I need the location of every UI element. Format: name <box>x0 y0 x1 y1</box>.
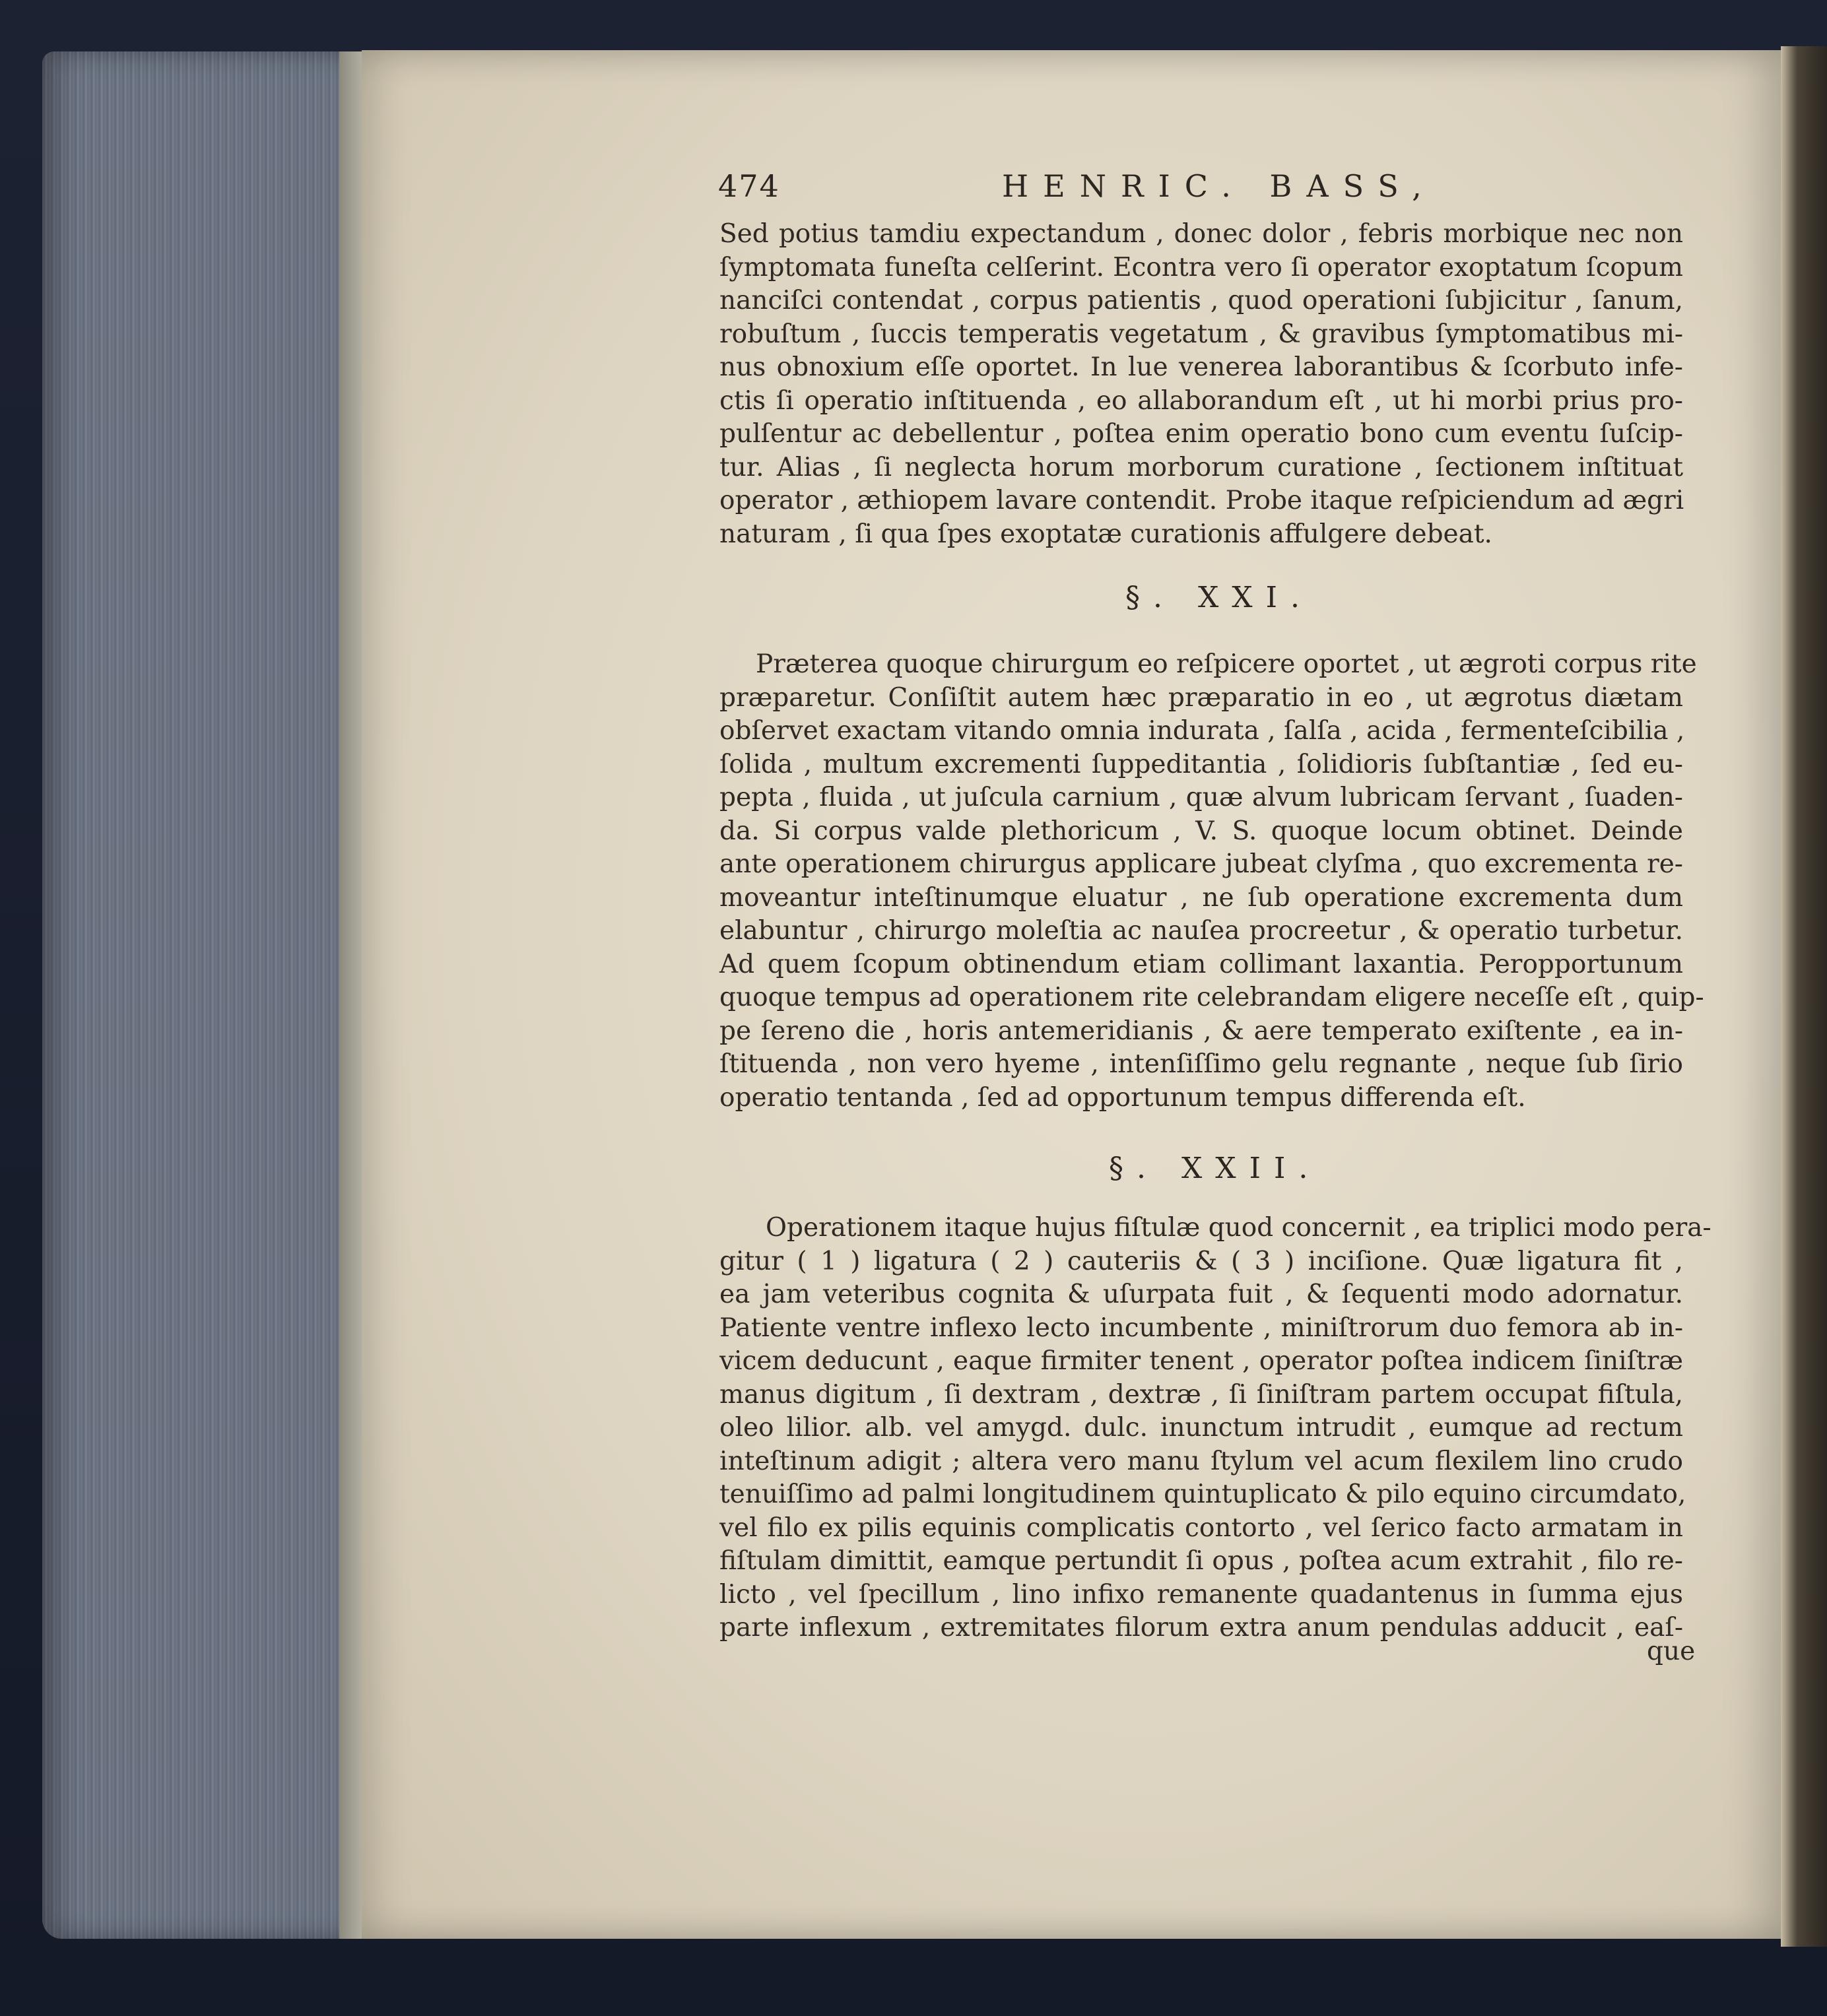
text-line: parte inflexum , extremitates filorum extra anum pendulas adducit , eaſ- <box>719 1613 1683 1642</box>
text-line: pe ſereno die , horis antemeridianis , & aere temperato exiſtente , ea in- <box>719 1016 1683 1046</box>
text-line: inteſtinum adigit ; altera vero manu ſtylum vel acum flexilem lino crudo <box>719 1446 1683 1476</box>
text-line: gitur ( 1 ) ligatura ( 2 ) cauteriis & ( 3 ) inciſione. Quæ ligatura fit , <box>719 1246 1683 1276</box>
text-line: operatio tentanda , ſed ad opportunum tempus differenda eſt. <box>719 1082 1526 1113</box>
text-line: Patiente ventre inflexo lecto incumbente , miniſtrorum duo femora ab in- <box>719 1313 1683 1343</box>
text-line: vicem deducunt , eaque firmiter tenent , operator poſtea indicem ſiniſtræ <box>719 1346 1683 1376</box>
text-line: Ad quem ſcopum obtinendum etiam collimant laxantia. Peropportunum <box>719 949 1683 979</box>
text-line: naturam , ſi qua ſpes exoptatæ curationis affulgere debeat. <box>719 519 1492 549</box>
book-binding <box>1781 46 1827 1947</box>
text-line: tur. Alias , ſi neglecta horum morborum curatione , ſectionem inſtituat <box>719 452 1683 482</box>
text-line: nus obnoxium eſſe oportet. In lue venerea laborantibus & ſcorbuto infe- <box>719 352 1683 382</box>
paragraph-1 <box>719 218 1683 551</box>
text-line: fiſtulam dimittit, eamque pertundit ſi opus , poſtea acum extrahit , filo re- <box>719 1546 1683 1576</box>
text-line: licto , vel ſpecillum , lino infixo remanente quadantenus in ſumma ejus <box>719 1579 1683 1610</box>
text-line: Præterea quoque chirurgum eo reſpicere oportet , ut ægroti corpus rite <box>756 649 1697 679</box>
text-line: ea jam veteribus cognita & uſurpata fuit , & ſequenti modo adornatur. <box>719 1280 1683 1309</box>
text-line: obſervet exactam vitando omnia indurata , ſalſa , acida , fermenteſcibilia , <box>719 716 1685 746</box>
page-header <box>718 168 1436 214</box>
text-line: ante operationem chirurgus applicare jubeat clyſma , quo excrementa re- <box>719 849 1683 879</box>
text-line: ſolida , multum excrementi ſuppeditantia , ſolidioris ſubſtantiæ , ſed eu- <box>719 749 1683 779</box>
running-head: HENRIC. BASS, <box>1002 168 1436 204</box>
text-line: quoque tempus ad operationem rite celebrandam eligere neceſſe eſt , quip- <box>719 983 1704 1012</box>
text-line: ſtituenda , non vero hyeme , intenſiſſimo gelu regnante , neque ſub ſirio <box>719 1049 1683 1079</box>
text-line: tenuiſſimo ad palmi longitudinem quintuplicato & pilo equino circumdato, <box>719 1479 1686 1509</box>
book-page-edges <box>42 51 366 1939</box>
text-line: manus digitum , ſi dextram , dextræ , ſi ſiniſtram partem occupat fiſtula, <box>719 1379 1683 1410</box>
text-line: robuſtum , ſuccis temperatis vegetatum , & gravibus ſymptomatibus mi- <box>719 319 1683 349</box>
text-line: vel filo ex pilis equinis complicatis contorto , vel ſerico facto armatam in <box>719 1512 1683 1543</box>
text-line: elabuntur , chirurgo moleſtia ac nauſea procreetur , & operatio turbetur. <box>719 916 1683 946</box>
text-line: pepta , fluida , ut juſcula carnium , quæ alvum lubricam ſervant , ſuaden- <box>719 783 1683 812</box>
text-line: operator , æthiopem lavare contendit. Probe itaque reſpiciendum ad ægri <box>719 486 1684 515</box>
page-number: 474 <box>718 168 780 204</box>
paragraph-2 <box>719 648 1704 1115</box>
text-line: ſymptomata funeſta celſerint. Econtra vero ſi operator exoptatum ſcopum <box>719 252 1683 282</box>
section-heading-xxii: §. XXII. <box>1109 1152 1321 1185</box>
text-line: pulſentur ac debellentur , poſtea enim operatio bono cum eventu ſuſcip- <box>719 419 1683 449</box>
text-line: præparetur. Conſiſtit autem hæc præparatio in eo , ut ægrotus diætam <box>719 682 1683 713</box>
section-heading-xxi: §. XXI. <box>1125 581 1313 614</box>
text-line: moveantur inteſtinumque eluatur , ne ſub operatione excrementa dum <box>719 882 1683 913</box>
paragraph-3 <box>719 1212 1711 1645</box>
text-line: Operationem itaque hujus fiſtulæ quod concernit , ea triplici modo pera- <box>766 1213 1711 1243</box>
text-line: da. Si corpus valde plethoricum , V. S. quoque locum obtinet. Deinde <box>719 816 1683 846</box>
text-line: nanciſci contendat , corpus patientis , quod operationi ſubjicitur , ſanum, <box>719 286 1683 315</box>
text-line: ctis ſi operatio inſtituenda , eo allaborandum eſt , ut hi morbi prius pro- <box>719 385 1683 416</box>
catchword: que <box>1647 1637 1696 1666</box>
text-line: Sed potius tamdiu expectandum , donec dolor , febris morbique nec non <box>719 219 1683 249</box>
text-line: oleo lilior. alb. vel amygd. dulc. inunctum intrudit , eumque ad rectum <box>719 1413 1683 1443</box>
